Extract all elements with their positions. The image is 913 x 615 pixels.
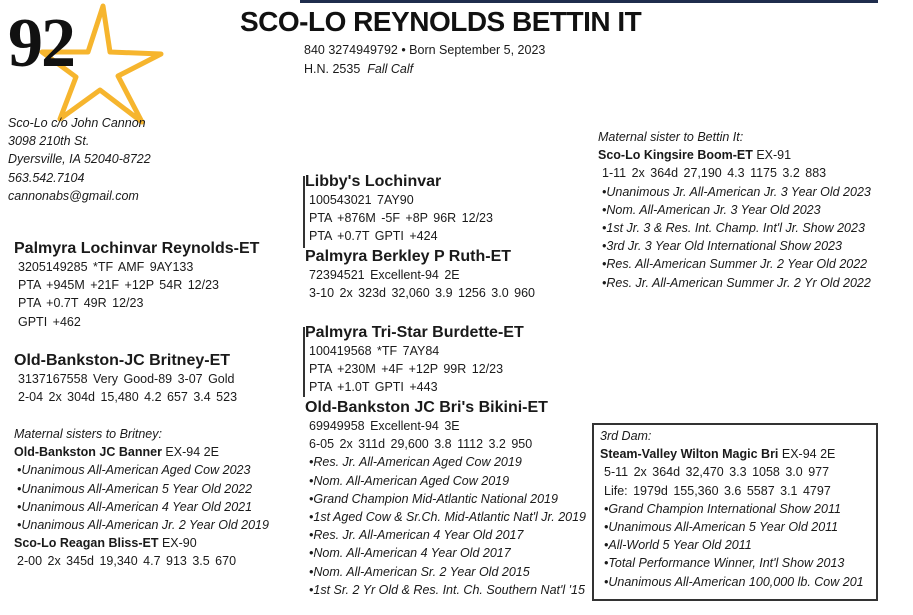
- sister-name-line: [598, 146, 871, 164]
- sister-record: 1-11 2x 364d 27,190 4.3 1175 3.2 883: [602, 166, 827, 181]
- maternal-sisters-britney: [14, 425, 269, 571]
- sire-line: 3205149285 *TF AMF 9AY133: [18, 260, 194, 274]
- dam-line: 3137167558 Very Good-89 3-07 Gold: [18, 372, 235, 386]
- animal-name-title: SCO-LO REYNOLDS BETTIN IT: [240, 6, 642, 37]
- sister-name-line: [14, 534, 269, 552]
- dam-sire-line: PTA +1.0T GPTI +443: [309, 380, 438, 395]
- sister-score: EX-90: [158, 536, 197, 551]
- sire-line: PTA +0.7T 49R 12/23: [18, 296, 144, 311]
- honor-item: •All-World 5 Year Old 2011: [604, 538, 752, 553]
- herd-number: H.N. 2535: [304, 62, 361, 76]
- section-heading: 3rd Dam:: [600, 429, 652, 443]
- sire-line: GPTI +462: [18, 314, 81, 329]
- sister-name: Sco-Lo Kingsire Boom-ET: [598, 148, 753, 163]
- sire-dam-line: 3-10 2x 323d 32,060 3.9 1256 3.0 960: [309, 286, 535, 301]
- honor-item: •Res. Jr. All-American 4 Year Old 2017: [309, 528, 524, 543]
- owner-name: Sco-Lo c/o John Cannon: [8, 116, 146, 130]
- sire-dam-block: [305, 247, 535, 302]
- sister-name: Sco-Lo Reagan Bliss-ET: [14, 536, 159, 551]
- owner-block: [8, 114, 151, 205]
- dam-dam-line: 69949958 Excellent-94 3E: [309, 419, 460, 433]
- third-dam-block: [600, 427, 864, 591]
- honor-item: •1st Jr. 3 & Res. Int. Champ. Int'l Jr. Show 2023: [602, 221, 865, 236]
- third-dam-record: Life: 1979d 155,360 3.6 5587 3.1 4797: [604, 483, 831, 498]
- honor-item: •Res. Jr. All-American Aged Cow 2019: [309, 455, 522, 470]
- honor-item: •Res. Jr. All-American Summer Jr. 2 Yr Old 2022: [602, 275, 871, 290]
- sire-dam-name: Palmyra Berkley P Ruth-ET: [305, 248, 512, 265]
- honor-item: •Nom. All-American Aged Cow 2019: [309, 473, 510, 488]
- owner-city: Dyersville, IA 52040-8722: [8, 152, 151, 167]
- dam-block: [14, 351, 237, 406]
- section-heading: Maternal sisters to Britney:: [14, 427, 162, 441]
- sire-sire-line: PTA +876M -5F +8P 96R 12/23: [309, 211, 493, 226]
- dam-dam-block: [305, 398, 586, 599]
- sire-sire-name: Libby's Lochinvar: [305, 173, 442, 190]
- honor-item: •Grand Champion Mid-Atlantic National 2019: [309, 491, 558, 506]
- owner-street: 3098 210th St.: [8, 134, 90, 149]
- honor-item: •Unanimous All-American 100,000 lb. Cow 201: [604, 574, 864, 589]
- honor-item: •Res. All-American Summer Jr. 2 Year Old 2022: [602, 257, 868, 272]
- honor-item: •Nom. All-American Sr. 2 Year Old 2015: [309, 564, 530, 579]
- honor-item: •3rd Jr. 3 Year Old International Show 2023: [602, 239, 842, 254]
- sister-name-line: [14, 443, 269, 461]
- section-heading: Maternal sister to Bettin It:: [598, 130, 744, 144]
- dam-sire-block: [305, 323, 524, 397]
- sire-dam-line: 72394521 Excellent-94 2E: [309, 268, 460, 282]
- dam-sire-line: PTA +230M +4F +12P 99R 12/23: [309, 362, 504, 377]
- honor-item: •Unanimous All-American 5 Year Old 2011: [604, 520, 839, 535]
- honor-item: •Total Performance Winner, Int'l Show 2013: [604, 556, 845, 571]
- third-dam-name: Steam-Valley Wilton Magic Bri: [600, 447, 779, 462]
- third-dam-record: 5-11 2x 364d 32,470 3.3 1058 3.0 977: [604, 465, 830, 480]
- honor-item: •Nom. All-American Jr. 3 Year Old 2023: [602, 202, 821, 217]
- registration-line: 840 3274949792 • Born September 5, 2023: [304, 43, 546, 57]
- honor-item: •Unanimous Jr. All-American Jr. 3 Year Old 2023: [602, 184, 871, 199]
- sister-score: EX-94 2E: [161, 445, 219, 460]
- owner-phone: 563.542.7104: [8, 170, 85, 185]
- honor-item: •Unanimous All-American Aged Cow 2023: [17, 463, 251, 478]
- dam-name: Old-Bankston-JC Britney-ET: [14, 352, 231, 369]
- honor-item: •Nom. All-American 4 Year Old 2017: [309, 546, 511, 561]
- honor-item: •Grand Champion International Show 2011: [604, 501, 841, 516]
- third-dam-name-line: [600, 445, 864, 463]
- sire-sire-line: 100543021 7AY90: [309, 193, 414, 207]
- maternal-sister-bettin: [598, 128, 871, 292]
- sire-sire-block: [305, 172, 493, 246]
- sister-name: Old-Bankston JC Banner: [14, 445, 162, 460]
- herd-number-line: [304, 60, 413, 78]
- sister-record: 2-00 2x 345d 19,340 4.7 913 3.5 670: [17, 554, 237, 569]
- honor-item: •Unanimous All-American Jr. 2 Year Old 2019: [17, 518, 269, 533]
- honor-item: •1st Sr. 2 Yr Old & Res. Int. Ch. Southern Nat'l '15: [309, 582, 585, 597]
- honor-item: •Unanimous All-American 4 Year Old 2021: [17, 499, 253, 514]
- header-rule: [300, 0, 878, 3]
- show-class: Fall Calf: [367, 62, 414, 76]
- lot-number: 92: [8, 5, 74, 82]
- dam-line: 2-04 2x 304d 15,480 4.2 657 3.4 523: [18, 390, 238, 405]
- dam-dam-name: Old-Bankston JC Bri's Bikini-ET: [305, 399, 548, 416]
- sire-line: PTA +945M +21F +12P 54R 12/23: [18, 278, 219, 293]
- dam-sire-line: 100419568 *TF 7AY84: [309, 344, 440, 358]
- honor-item: •Unanimous All-American 5 Year Old 2022: [17, 481, 253, 496]
- third-dam-score: EX-94 2E: [778, 447, 836, 462]
- honor-item: •1st Aged Cow & Sr.Ch. Mid-Atlantic Nat'l Jr. 2019: [309, 510, 587, 525]
- owner-email: cannonabs@gmail.com: [8, 188, 139, 203]
- dam-sire-name: Palmyra Tri-Star Burdette-ET: [305, 324, 524, 341]
- sister-score: EX-91: [752, 148, 792, 163]
- sire-block: [14, 239, 259, 331]
- sire-name: Palmyra Lochinvar Reynolds-ET: [14, 240, 260, 257]
- dam-dam-line: 6-05 2x 311d 29,600 3.8 1112 3.2 950: [309, 437, 533, 452]
- sire-sire-line: PTA +0.7T GPTI +424: [309, 229, 438, 244]
